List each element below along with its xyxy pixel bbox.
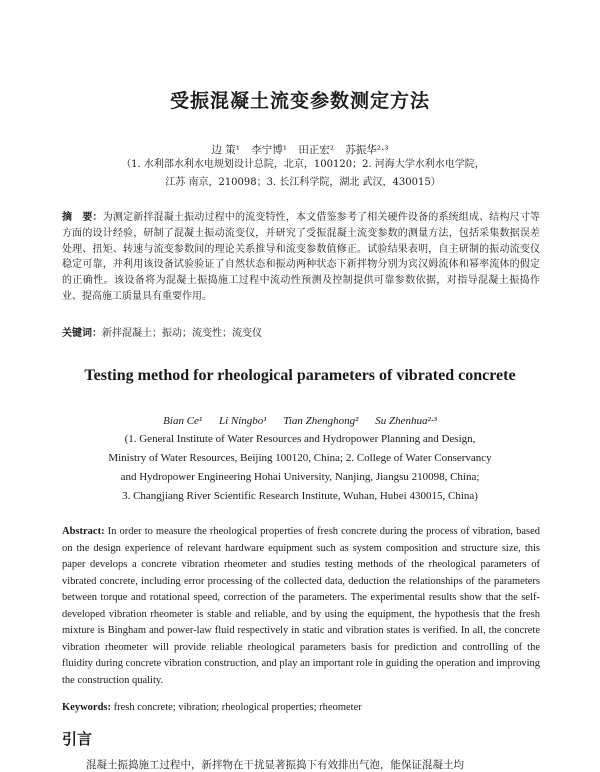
- english-keywords-label: Keywords:: [62, 702, 111, 713]
- english-keywords: [62, 702, 540, 713]
- chinese-title: 受振混凝土流变参数测定方法: [169, 90, 430, 112]
- english-author-list: [0, 415, 600, 427]
- chinese-author: 边 策¹: [211, 144, 240, 156]
- chinese-affiliation: [88, 156, 518, 192]
- english-affiliation-line: Ministry of Water Resources, Beijing 100120, China; 2. College of Water Conservancy: [108, 452, 492, 464]
- chinese-keywords: [62, 324, 540, 339]
- chinese-abstract: [62, 210, 540, 305]
- chinese-affiliation-line: （1. 水利部水利水电规划设计总院，北京，100120；2. 河海大学水利水电学院，: [121, 159, 485, 170]
- english-author: Su Zhenhua²·³: [375, 415, 437, 427]
- english-affiliation-line: and Hydropower Engineering Hohai University, Nanjing, Jiangsu 210098, China;: [120, 471, 480, 483]
- body-text-line: 混凝土振捣施工过程中，新拌物在干扰显著振捣下有效排出气泡，能保证混凝土均: [86, 759, 464, 771]
- english-abstract-label: Abstract:: [62, 526, 105, 537]
- english-abstract-text: In order to measure the rheological properties of fresh concrete during the process of vibration, based on the design experience of relevant hardware equipment such as system composition and structure size, this paper develops a concrete vibration rheometer and studies testing methods of the rheological parameters of vibrated concrete, including error processing of the collected data, deduction the relationships of the parameters between torque and rotational speed, correction of the parameters. The experimental results show that the self-developed vibration rheometer is stable and reliable, and by using the equipment, the hypothesis that the fresh mixture is Bingham and power-law fluid respectively in static and vibration states is verified. In all, the concrete vibration rheometer will provide reliable rheological parameters basis for prediction and controlling of the fluidity during concrete vibration construction, and play an important role in guiding the operation and improving the construction quality.: [62, 526, 540, 686]
- section-heading: 引言: [62, 730, 93, 748]
- chinese-abstract-text: 为测定新拌混凝土振动过程中的流变特性，本文借鉴参考了相关硬件设备的系统组成、结构尺寸等方面的设计经验，研制了混凝土振动流变仪，并研究了受振混凝土流变参数的测量方法，包括采集数据误差处理、扭矩、转速与流变参数间的理论关系推导和流变参数值修正。试验结果表明，自主研制的振动流变仪稳定可靠，并利用该设备试验验证了自然状态和振动两种状态下新拌物分别为宾汉姆流体和幂率流体的假定的正确性。该设备将为混凝土振捣施工过程中流动性预测及控制提供可靠参数依据，对指导混凝土振捣作业、提高施工质量具有重要作用。: [62, 212, 541, 302]
- english-keywords-text: fresh concrete; vibration; rheological properties; rheometer: [113, 702, 362, 713]
- english-affiliation: [60, 430, 540, 506]
- english-author: Tian Zhenghong²: [283, 415, 359, 427]
- english-affiliation-line: (1. General Institute of Water Resources and Hydropower Planning and Design,: [124, 433, 476, 445]
- chinese-keywords-text: 新拌混凝土；振动；流变性；流变仪: [102, 328, 262, 339]
- chinese-keywords-label: 关键词：: [62, 328, 102, 339]
- chinese-author: 苏振华²·³: [345, 144, 389, 156]
- english-abstract: [62, 524, 540, 689]
- english-author: Li Ningbo¹: [218, 415, 267, 427]
- english-title: Testing method for rheological parameters of vibrated concrete: [84, 367, 516, 384]
- chinese-author: 田正宏²: [298, 144, 335, 156]
- english-author: Bian Ce¹: [163, 415, 203, 427]
- chinese-author: 李宁博¹: [251, 144, 287, 156]
- chinese-author-list: [0, 142, 600, 157]
- english-affiliation-line: 3. Changjiang River Scientific Research Institute, Wuhan, Hubei 430015, China): [122, 490, 478, 502]
- chinese-abstract-label: 摘 要：: [62, 212, 103, 223]
- chinese-affiliation-line: 江苏 南京，210098；3. 长江科学院，湖北 武汉，430015）: [165, 177, 441, 188]
